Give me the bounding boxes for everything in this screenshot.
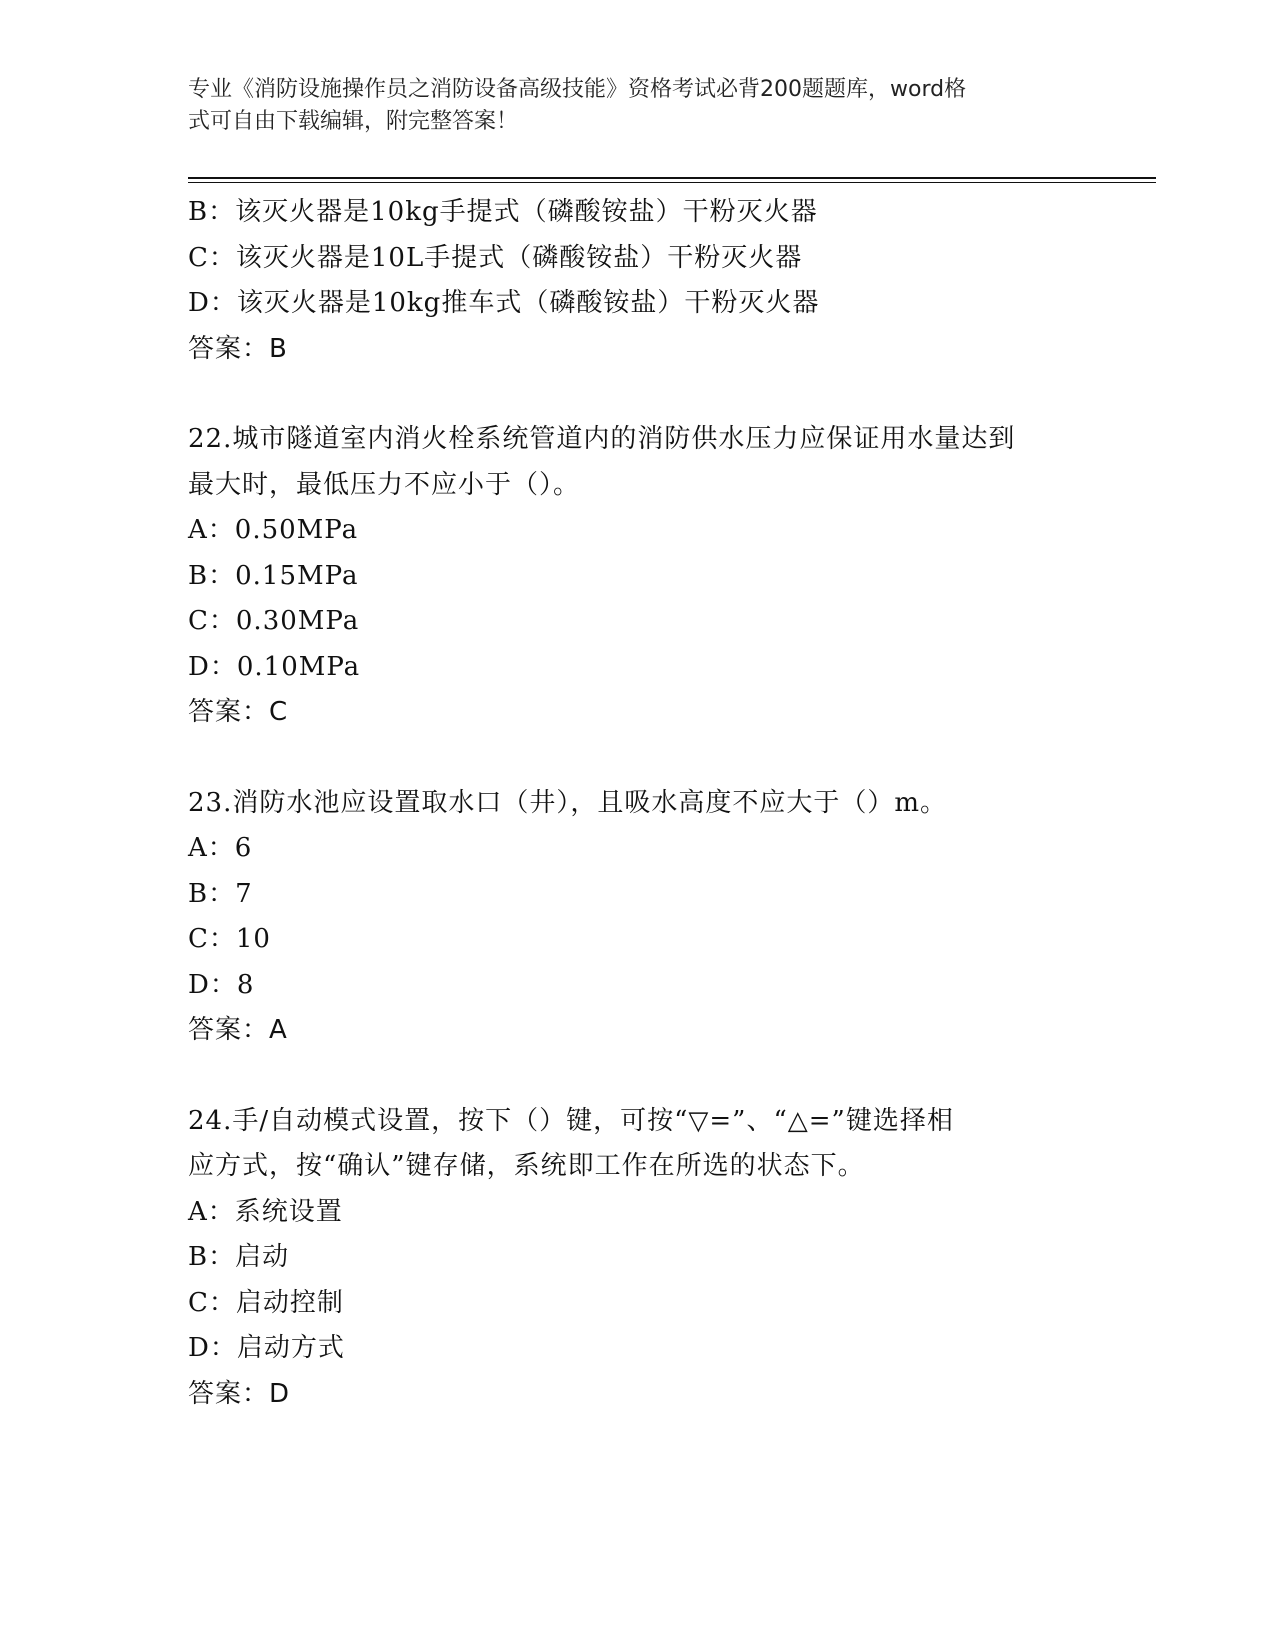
question-21-tail bbox=[188, 190, 1108, 372]
option-c: C：启动控制 bbox=[188, 1287, 344, 1318]
header-line-1: 专业《消防设施操作员之消防设备高级技能》资格考试必背200题题库，word格 bbox=[188, 77, 967, 102]
question-text-line-1: 24.手/自动模式设置，按下（）键，可按“▽=”、“△=”键选择相 bbox=[188, 1105, 954, 1136]
document-header bbox=[188, 74, 1088, 138]
question-23 bbox=[188, 781, 1108, 1054]
option-c: C：该灭火器是10L手提式（磷酸铵盐）干粉灭火器 bbox=[188, 242, 803, 273]
option-c: C：10 bbox=[188, 924, 271, 954]
header-divider bbox=[188, 177, 1156, 183]
option-d: D：启动方式 bbox=[188, 1333, 345, 1363]
answer: 答案：C bbox=[188, 697, 289, 727]
option-a: A：0.50MPa bbox=[188, 515, 359, 545]
header-line-2: 式可自由下载编辑，附完整答案！ bbox=[188, 109, 519, 134]
option-b: B：7 bbox=[188, 878, 253, 909]
question-24 bbox=[188, 1099, 1108, 1418]
option-a: A：6 bbox=[188, 833, 253, 863]
question-text-line-1: 22.城市隧道室内消火栓系统管道内的消防供水压力应保证用水量达到 bbox=[188, 424, 1016, 454]
answer: 答案：D bbox=[188, 1378, 291, 1409]
answer: 答案：B bbox=[188, 333, 288, 364]
question-text-line-1: 23.消防水池应设置取水口（井），且吸水高度不应大于（）m。 bbox=[188, 787, 948, 818]
option-d: D：8 bbox=[188, 969, 255, 1000]
divider-thick bbox=[188, 177, 1156, 179]
option-b: B：该灭火器是10kg手提式（磷酸铵盐）干粉灭火器 bbox=[188, 197, 818, 227]
option-d: D：该灭火器是10kg推车式（磷酸铵盐）干粉灭火器 bbox=[188, 288, 820, 318]
question-list bbox=[188, 190, 1108, 1462]
option-b: B：启动 bbox=[188, 1242, 290, 1272]
question-text-line-2: 最大时，最低压力不应小于（）。 bbox=[188, 469, 581, 500]
option-b: B：0.15MPa bbox=[188, 560, 359, 591]
question-22 bbox=[188, 417, 1108, 736]
divider-thin bbox=[188, 182, 1156, 183]
option-d: D：0.10MPa bbox=[188, 651, 361, 682]
answer: 答案：A bbox=[188, 1015, 288, 1045]
question-text-line-2: 应方式，按“确认”键存储，系统即工作在所选的状态下。 bbox=[188, 1151, 865, 1181]
option-c: C：0.30MPa bbox=[188, 606, 360, 636]
option-a: A：系统设置 bbox=[188, 1196, 343, 1227]
